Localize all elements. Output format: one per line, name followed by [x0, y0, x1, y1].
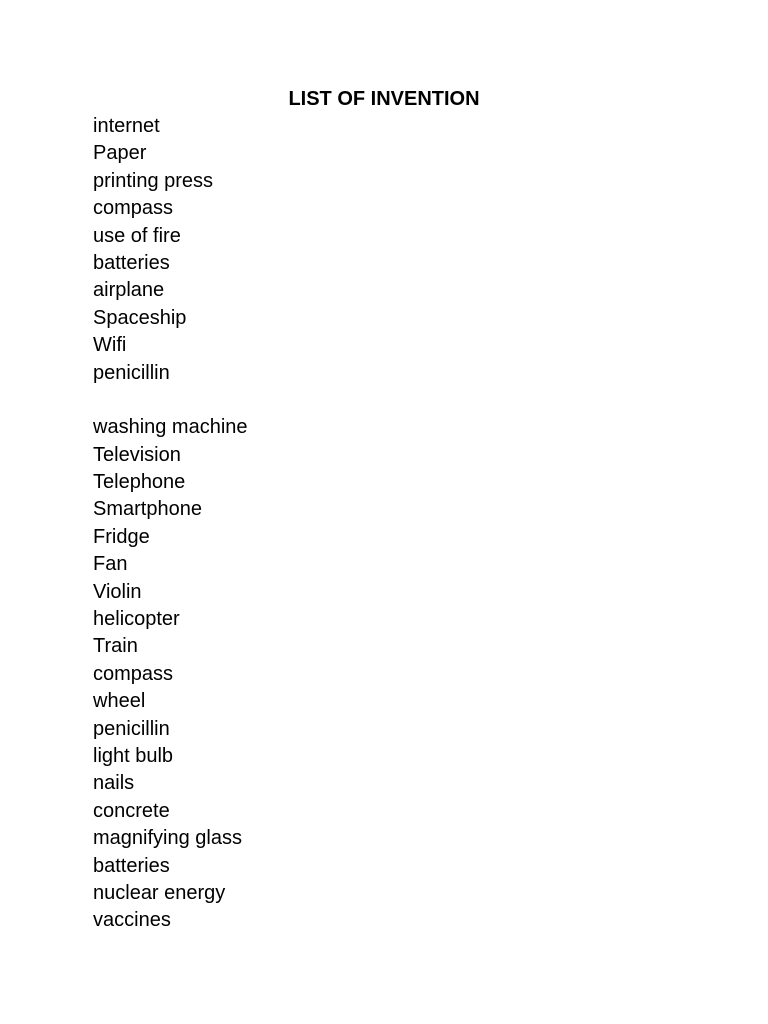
list-item: Fan	[93, 553, 128, 576]
list-item: light bulb	[93, 744, 174, 767]
list-item: vaccines	[93, 909, 171, 932]
list-item: Fridge	[93, 525, 150, 548]
list-item: penicillin	[93, 717, 170, 740]
list-item: Television	[93, 443, 181, 466]
list-item: nuclear energy	[93, 881, 226, 904]
list-item: Wifi	[93, 334, 127, 357]
list-item: concrete	[93, 799, 170, 822]
list-item: Paper	[93, 142, 147, 165]
list-item: helicopter	[93, 608, 180, 631]
list-item: batteries	[93, 854, 170, 877]
list-item: washing machine	[93, 416, 248, 439]
list-item: wheel	[93, 690, 146, 713]
blank-line	[93, 387, 248, 414]
list-item: internet	[93, 115, 160, 137]
list-item: airplane	[93, 279, 165, 302]
list-item: batteries	[93, 251, 170, 274]
list-item: Smartphone	[93, 498, 202, 521]
list-item: Violin	[93, 580, 142, 603]
list-item: compass	[93, 197, 174, 220]
list-item: use of fire	[93, 224, 181, 247]
list-item: compass	[93, 662, 174, 685]
list-item: printing press	[93, 169, 214, 192]
list-item: Telephone	[93, 471, 186, 494]
list-item: magnifying glass	[93, 827, 242, 850]
page-title: LIST OF INVENTION	[288, 88, 480, 110]
list-item: Spaceship	[93, 306, 187, 329]
invention-list	[93, 113, 248, 935]
list-item: nails	[93, 772, 135, 795]
list-item: penicillin	[93, 361, 170, 384]
list-item: Train	[93, 635, 138, 658]
